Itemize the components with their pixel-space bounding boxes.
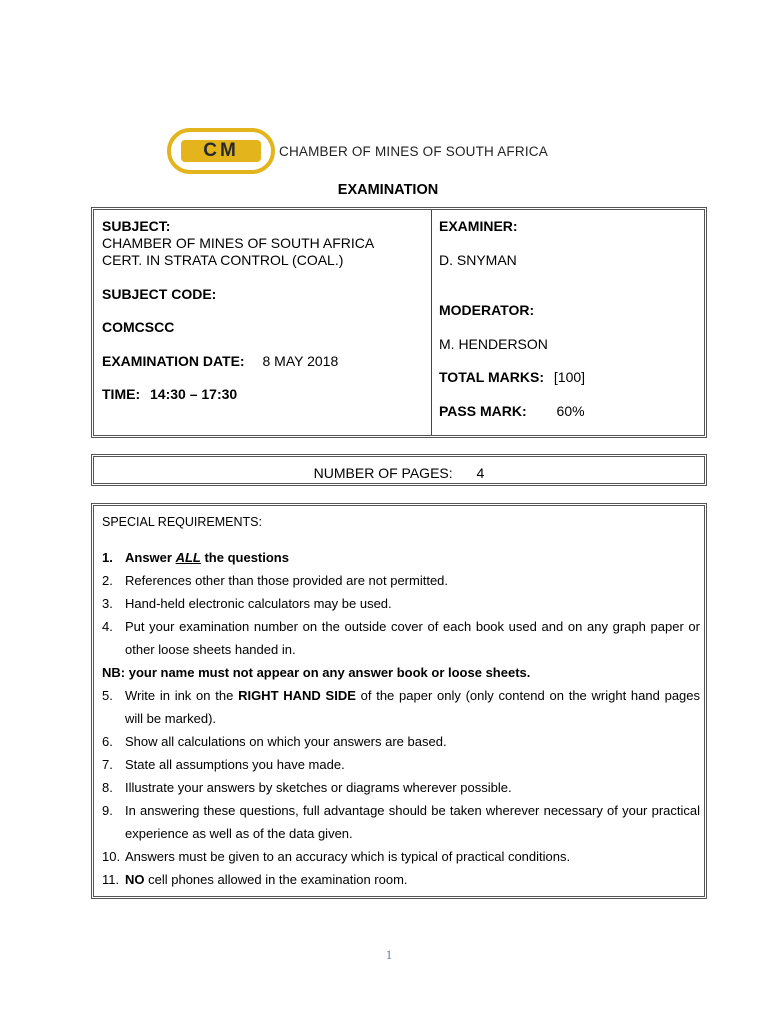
requirement-item-11 xyxy=(102,868,700,891)
requirement-item-7 xyxy=(102,753,700,776)
subject-label: SUBJECT: xyxy=(102,218,171,234)
total-marks-label: TOTAL MARKS: xyxy=(439,369,544,385)
moderator-label: MODERATOR: xyxy=(439,302,535,318)
requirement-number: 11. xyxy=(102,872,120,887)
subject-line-2: CERT. IN STRATA CONTROL (COAL.) xyxy=(102,252,344,268)
number-of-pages-box xyxy=(91,454,707,486)
requirement-item-4 xyxy=(102,615,700,661)
requirement-text: State all assumptions you have made. xyxy=(125,757,345,772)
exam-date-label: EXAMINATION DATE: xyxy=(102,353,245,369)
requirement-text: Put your examination number on the outside cover of each book used and on any graph paper or other loose sheets handed in. xyxy=(125,619,700,657)
examiner-value: D. SNYMAN xyxy=(439,252,517,268)
pass-mark-label: PASS MARK: xyxy=(439,403,527,419)
pass-mark-row xyxy=(439,403,585,419)
requirement-number: 4. xyxy=(102,619,113,634)
requirement-item-9 xyxy=(102,799,700,845)
requirement-emphasis: RIGHT HAND SIDE xyxy=(238,688,356,703)
requirement-item-5 xyxy=(102,684,700,730)
time-row xyxy=(102,386,237,402)
number-of-pages-value: 4 xyxy=(476,465,485,481)
special-requirements-box xyxy=(91,503,707,899)
page-number: 1 xyxy=(385,947,393,962)
requirement-number: 3. xyxy=(102,596,113,611)
exam-date-value: 8 MAY 2018 xyxy=(262,353,339,369)
exam-date-row xyxy=(102,353,338,369)
requirement-item-8 xyxy=(102,776,700,799)
requirement-text: References other than those provided are not permitted. xyxy=(125,573,449,588)
requirement-text: Hand-held electronic calculators may be used. xyxy=(125,596,392,611)
number-of-pages-row xyxy=(94,465,704,481)
pass-mark-value: 60% xyxy=(556,403,585,419)
subject-code-label: SUBJECT CODE: xyxy=(102,286,217,302)
requirement-number: 5. xyxy=(102,688,113,703)
requirement-emphasis: NO xyxy=(125,872,145,887)
number-of-pages-label: NUMBER OF PAGES: xyxy=(313,465,453,481)
requirement-number: 6. xyxy=(102,734,113,749)
moderator-value: M. HENDERSON xyxy=(439,336,548,352)
requirement-number: 7. xyxy=(102,757,113,772)
requirement-text: of the paper only (only contend on the wright hand pages will be marked). xyxy=(125,688,701,726)
requirement-emphasis: ALL xyxy=(175,550,201,565)
requirement-text: Write in ink on the xyxy=(125,688,239,703)
chamber-of-mines-logo xyxy=(167,128,607,176)
requirement-item-1 xyxy=(102,546,700,569)
requirement-number: 10. xyxy=(102,849,121,864)
requirement-text: the questions xyxy=(200,550,289,565)
time-value: 14:30 – 17:30 xyxy=(150,386,238,402)
requirement-text: cell phones allowed in the examination room. xyxy=(144,872,408,887)
logo-org-name: CHAMBER OF MINES OF SOUTH AFRICA xyxy=(279,144,548,159)
requirements-heading: SPECIAL REQUIREMENTS: xyxy=(102,515,262,529)
requirement-number: 9. xyxy=(102,803,113,818)
total-marks-row xyxy=(439,369,585,385)
total-marks-value: [100] xyxy=(553,369,586,385)
requirement-text: Answers must be given to an accuracy which is typical of practical conditions. xyxy=(125,849,571,864)
info-divider xyxy=(431,210,432,435)
subject-line-1: CHAMBER OF MINES OF SOUTH AFRICA xyxy=(102,235,375,251)
examiner-label: EXAMINER: xyxy=(439,218,518,234)
nb-notice: NB: your name must not appear on any answer book or loose sheets. xyxy=(102,665,531,680)
requirement-number: 2. xyxy=(102,573,113,588)
requirement-item-3 xyxy=(102,592,700,615)
requirement-number: 1. xyxy=(102,550,113,565)
time-label: TIME: xyxy=(102,386,141,402)
requirement-number: 8. xyxy=(102,780,113,795)
requirement-text: Show all calculations on which your answers are based. xyxy=(125,734,447,749)
logo-badge xyxy=(167,128,275,174)
requirement-item-10 xyxy=(102,845,700,868)
subject-code-value: COMCSCC xyxy=(102,319,175,335)
requirement-item-2 xyxy=(102,569,700,592)
logo-badge-text: CM xyxy=(181,140,261,162)
requirement-text: Illustrate your answers by sketches or diagrams wherever possible. xyxy=(125,780,512,795)
requirement-text: Answer xyxy=(125,550,176,565)
document-title: EXAMINATION xyxy=(337,182,439,198)
requirement-item-6 xyxy=(102,730,700,753)
exam-info-box xyxy=(91,207,707,438)
requirement-text: In answering these questions, full advantage should be taken wherever necessary of your practical experience as well as of the data given. xyxy=(125,803,700,841)
